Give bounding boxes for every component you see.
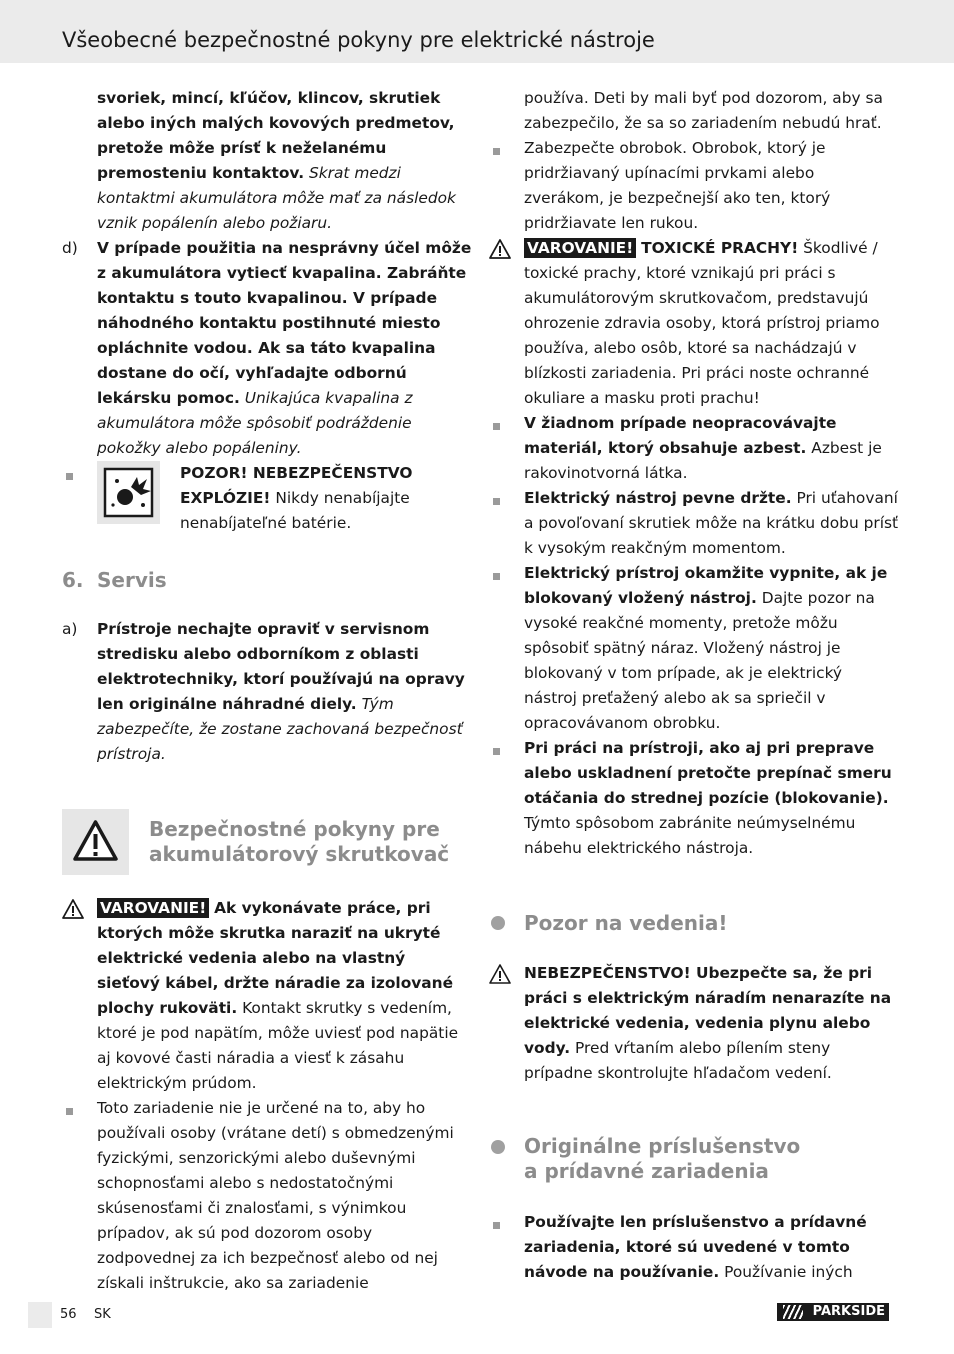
- heading-vedenia: [489, 909, 899, 937]
- bullet-3-bold: Elektrický nástroj pevne držte.: [524, 489, 792, 507]
- page-header: [0, 0, 954, 63]
- item-c-italic: Skrat medzi kontaktmi akumulátora môže mať za následok vznik popálenín alebo požiaru.: [97, 164, 456, 232]
- warning-text: Škodlivé / toxické prachy, ktoré vznikajú pri práci s akumulátorovým skrutkovačom, predstavujú ohrozenie zdravia osoby, ktorá prístroj priamo používa, alebo osôb, ktoré sa nachádzajú v blízkosti zariadenia. Pri práci noste ochranné okuliare a masku proti prachu!: [524, 239, 880, 407]
- section-heading-akumulator: [62, 809, 472, 875]
- item-d-italic: Unikajúca kvapalina z akumulátora môže spôsobiť podráždenie pokožky alebo popáleniny.: [97, 389, 413, 457]
- bullet-square-icon: [493, 148, 500, 155]
- bullet-item: [489, 136, 899, 236]
- warning-triangle-icon: [62, 809, 129, 875]
- bullet-3-text: Pri uťahovaní a povoľovaní skrutiek môže na krátku dobu prísť k vysokým reakčným momentom.: [524, 489, 899, 557]
- logo-stripes-icon: [783, 1305, 803, 1319]
- bullet-square-icon: [493, 1222, 500, 1229]
- bullet-item: [489, 736, 899, 861]
- warning-bold: TOXICKÉ PRACHY!: [641, 239, 799, 257]
- continued-text: [489, 86, 899, 136]
- item-a: [62, 617, 472, 767]
- explosion-bold: POZOR! NEBEZPEČENSTVO EXPLÓZIE!: [180, 464, 413, 507]
- bullet-6-bold: Používajte len príslušenstvo a prídavné zariadenia, ktoré sú uvedené v tomto návode na používanie.: [524, 1213, 867, 1281]
- heading-prislusenstvo: [489, 1134, 899, 1184]
- heading-vedenia-text: Pozor na vedenia!: [524, 911, 728, 935]
- bullet-5-text: Týmto spôsobom zabránite neúmyselnému nábehu elektrického nástroja.: [524, 814, 856, 857]
- footer-page-box: [28, 1302, 52, 1328]
- servis-number: 6.: [62, 568, 84, 592]
- right-column: [489, 86, 899, 1285]
- danger-text: Pred vŕtaním alebo pílením steny prípadne skontrolujte hľadačom vedení.: [524, 1039, 832, 1082]
- danger-bold: NEBEZPEČENSTVO! Ubezpečte sa, že pri práci s elektrickým náradím nenarazíte na elektrické vedenia, vedenia plynu alebo vody.: [524, 964, 892, 1057]
- item-c-continued: [62, 86, 472, 236]
- warning-bold: Ak vykonávate práce, pri ktorých môže skrutka naraziť na ukryté elektrické vedenia alebo na vlastný sieťový kábel, držte náradie za izolované plochy rukoväti.: [97, 899, 454, 1017]
- warning-triangle-icon: [62, 899, 84, 919]
- bullet-item: [489, 411, 899, 486]
- item-d-bold: V prípade použitia na nesprávny účel môže z akumulátora vytiecť kvapalina. Zabráňte kontaktu s touto kvapalinou. V prípade náhodného kontaktu postihnuté miesto opláchnite vodou. Ak sa táto kvapalina dostane do očí, vyhľadajte odbornú lekársku pomoc.: [97, 239, 472, 407]
- bullet-dot-icon: [491, 1140, 505, 1154]
- warning-icon-box: [62, 809, 129, 875]
- servis-title: Servis: [97, 568, 167, 592]
- warning-triangle-icon: [489, 239, 511, 259]
- bullet-6-text: Používanie iných: [724, 1263, 853, 1281]
- bullet-2-text: Azbest je rakovinotvorná látka.: [524, 439, 882, 482]
- section-title-line2: akumulátorový skrutkovač: [149, 842, 450, 866]
- bullet-item: [489, 561, 899, 736]
- item-d: [62, 236, 472, 461]
- bullet-square-icon: [493, 573, 500, 580]
- warning-label: VAROVANIE!: [97, 898, 209, 918]
- bullet-5-bold: Pri práci na prístroji, ako aj pri preprave alebo uskladnení pretočte prepínač smeru otáčania do strednej pozície (blokovanie).: [524, 739, 892, 807]
- item-a-italic: Tým zabezpečíte, že zostane zachovaná bezpečnosť prístroja.: [97, 695, 463, 763]
- warning-electrical: [62, 896, 472, 1096]
- footer-page-number: 56: [60, 1307, 77, 1322]
- warning-text: Kontakt skrutky s vedením, ktoré je pod napätím, môže uviesť pod napätie aj kovové časti náradia a viesť k zásahu elektrickým prúdom.: [97, 999, 459, 1092]
- explosion-icon: [97, 461, 160, 524]
- item-a-marker: a): [62, 620, 78, 638]
- bullet-square-icon: [66, 1108, 73, 1115]
- bullet-4-text: Dajte pozor na vysoké reakčné momenty, pretože môžu spôsobiť spätný náraz. Vložený nástroj je blokovaný v tom prípade, ak je elektrický nástroj preťažený alebo ak sa spriečil v opracovávanom obrobku.: [524, 589, 875, 732]
- bullet-square-icon: [493, 498, 500, 505]
- bullet-4-bold: Elektrický prístroj okamžite vypnite, ak je blokovaný vložený nástroj.: [524, 564, 888, 607]
- brand-name: PARKSIDE: [812, 1304, 885, 1319]
- brand-logo: [777, 1303, 889, 1321]
- bullet-text: Toto zariadenie nie je určené na to, aby ho používali osoby (vrátane detí) s obmedzenými fyzickými, senzorickými alebo duševnými schopnosťami alebo s nedostatočnými skúsenosťami či znalosťami, s výnimkou prípadov, ak sú pod dozorom osoby zodpovednej za ich bezpečnosť alebo od nej získali inštrukcie, ako sa zariadenie: [97, 1099, 454, 1292]
- bullet-square-icon: [66, 473, 73, 480]
- bullet-square-icon: [493, 748, 500, 755]
- item-a-bold: Prístroje nechajte opraviť v servisnom stredisku alebo odborníkom z oblasti elektrotechniky, ktorí používajú na opravy len originálne náhradné diely.: [97, 620, 465, 713]
- section-title-line1: Bezpečnostné pokyny pre: [149, 817, 440, 841]
- bullet-item: [489, 486, 899, 561]
- item-d-marker: d): [62, 239, 78, 257]
- bullet-1-text: Zabezpečte obrobok. Obrobok, ktorý je pridržiavaný upínacími prvkami alebo zverákom, je bezpečnejší ako ten, ktorý pridržiavate len rukou.: [524, 139, 831, 232]
- heading-prislusenstvo-line1: Originálne príslušenstvo: [524, 1134, 801, 1158]
- bullet-square-icon: [493, 423, 500, 430]
- explosion-text: Nikdy nenabíjajte nenabíjateľné batérie.: [180, 489, 410, 532]
- bullet-dot-icon: [491, 916, 505, 930]
- warning-dust: [489, 236, 899, 411]
- danger-item: [489, 961, 899, 1086]
- continued-text-body: používa. Deti by mali byť pod dozorom, aby sa zabezpečilo, že sa so zariadením nebudú hrať.: [524, 89, 883, 132]
- item-c-bold: svoriek, mincí, kľúčov, klincov, skrutiek alebo iných malých kovových predmetov, pretože môže prísť k neželanému premosteniu kontaktov.: [97, 89, 455, 182]
- bullet-item: [62, 1096, 472, 1296]
- left-column: [62, 86, 472, 1296]
- servis-heading: [62, 566, 472, 602]
- footer-language: SK: [94, 1307, 111, 1322]
- warning-label: VAROVANIE!: [524, 238, 636, 258]
- bullet-2-bold: V žiadnom prípade neopracovávajte materiál, ktorý obsahuje azbest.: [524, 414, 837, 457]
- page-title: Všeobecné bezpečnostné pokyny pre elektrické nástroje: [62, 28, 655, 52]
- bullet-item: [489, 1210, 899, 1285]
- warning-triangle-icon: [489, 964, 511, 984]
- explosion-warning: [62, 461, 472, 532]
- heading-prislusenstvo-line2: a prídavné zariadenia: [524, 1159, 769, 1183]
